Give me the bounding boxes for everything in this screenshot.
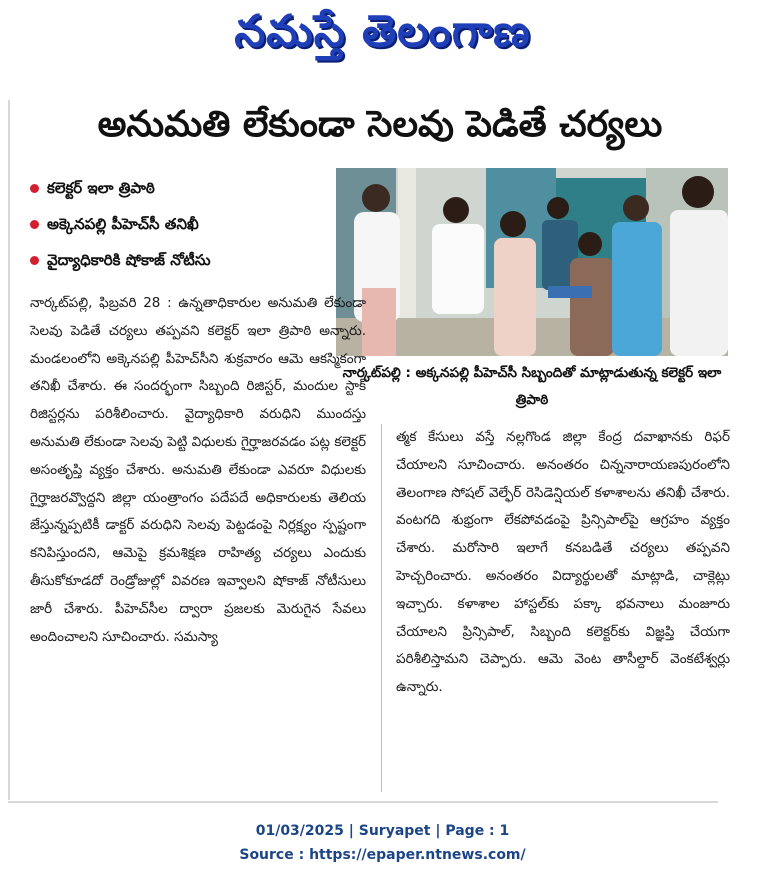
masthead-logo: నమస్తే తెలంగాణ <box>234 6 531 57</box>
bullet-item <box>30 242 330 278</box>
bullet-text: కలెక్టర్ ఇలా త్రిపాఠి <box>47 179 155 197</box>
article-body-right-column: త్మక కేసులు వస్తే నల్లగొండ జిల్లా కేంద్ర దవాఖానకు రిఫర్ చేయాలని సూచించారు. అనంతరం చిన్ననారాయణపురంలోని తెలంగాణ సోషల్ వెల్ఫేర్ రెసిడెన్షియల్ కళాశాలను తనిఖీ చేశారు. వంటగది శుభ్రంగా లేకపోవడంపై ప్రిన్సిపాల్‌పై ఆగ్రహం వ్యక్తం చేశారు. మరోసారి ఇలాగే కనబడితే చర్యలు తప్పవని హెచ్చరించారు. అనంతరం విద్యార్థులతో మాట్లాడి, చాక్లెట్లు ఇచ్చారు. కళాశాల హాస్టల్‌కు పక్కా భవనాలు మంజూరు చేయాలని ప్రిన్సిపాల్, సిబ్బంది కలెక్టర్‌కు విజ్ఞప్తి చేయగా పరిశీలిస్తామని చెప్పారు. ఆమె వెంట తాసీల్దార్ వెంకటేశ్వర్లు ఉన్నారు. <box>396 429 730 696</box>
bullet-item <box>30 206 330 242</box>
news-photo-illustration <box>336 168 728 356</box>
bullet-dot-icon <box>30 220 39 229</box>
article-headline: అనుమతి లేకుండా సెలవు పెడితే చర్యలు <box>97 104 663 145</box>
bullet-text: వైద్యాధికారికి షోకాజ్ నోటీసు <box>47 251 211 269</box>
bullet-dot-icon <box>30 256 39 265</box>
column-divider <box>381 424 382 792</box>
news-photo <box>336 168 728 356</box>
photo-caption: నార్కట్‌పల్లి : అక్కనపల్లి పీహెచ్‌సీ సిబ్బందితో మాట్లాడుతున్న కలెక్టర్ ఇలా త్రిపాఠి <box>342 365 722 408</box>
bullet-text: అక్కెనపల్లి పీహెచ్‌సీ తనిఖీ <box>47 215 199 233</box>
highlight-bullets <box>30 170 330 278</box>
bullet-item <box>30 170 330 206</box>
footer-source-link[interactable]: Source : https://epaper.ntnews.com/ <box>239 847 526 863</box>
clipping-border-bottom <box>8 801 718 803</box>
footer-edition-info: 01/03/2025 | Suryapet | Page : 1 <box>255 823 510 839</box>
bullet-dot-icon <box>30 184 39 193</box>
clipping-border-left <box>8 100 10 800</box>
article-body-left-column: నార్కట్‌పల్లి, ఫిబ్రవరి 28 : ఉన్నతాధికారుల అనుమతి లేకుండా సెలవు పెడితే చర్యలు తప్పవని కలెక్టర్ ఇలా త్రిపాఠి అన్నారు. మండలంలోని అక్కెనపల్లి పీహెచ్‌సీని శుక్రవారం ఆమె ఆకస్మికంగా తనిఖీ చేశారు. ఈ సందర్భంగా సిబ్బంది రిజిస్టర్, మందుల స్టాక్ రిజిస్టర్లను పరిశీలించారు. వైద్యాధికారి వరుధిని ముందస్తు అనుమతి లేకుండా సెలవు పెట్టి విధులకు గైర్హాజరవడం పట్ల కలెక్టర్ అసంతృప్తి వ్యక్తం చేశారు. అనుమతి లేకుండా ఎవరూ విధులకు గైర్హాజరవ్వొద్దని జిల్లా యంత్రాంగం పదేపదే అధికారులకు తెలియ జేస్తున్నప్పటికీ డాక్టర్ వరుధిని సెలవు పెట్టడంపై నిర్లక్ష్యం స్పష్టంగా కనిపిస్తుందని, ఆమెపై క్రమశిక్షణ రాహిత్య చర్యలు ఎందుకు తీసుకోకూడదో రెండ్రోజుల్లో వివరణ ఇవ్వాలని షోకాజ్ నోటీసులు జారీ చేశారు. పీహెచ్‌సీల ద్వారా ప్రజలకు మెరుగైన సేవలు అందించాలని సూచించారు. సమస్యా <box>30 295 366 645</box>
